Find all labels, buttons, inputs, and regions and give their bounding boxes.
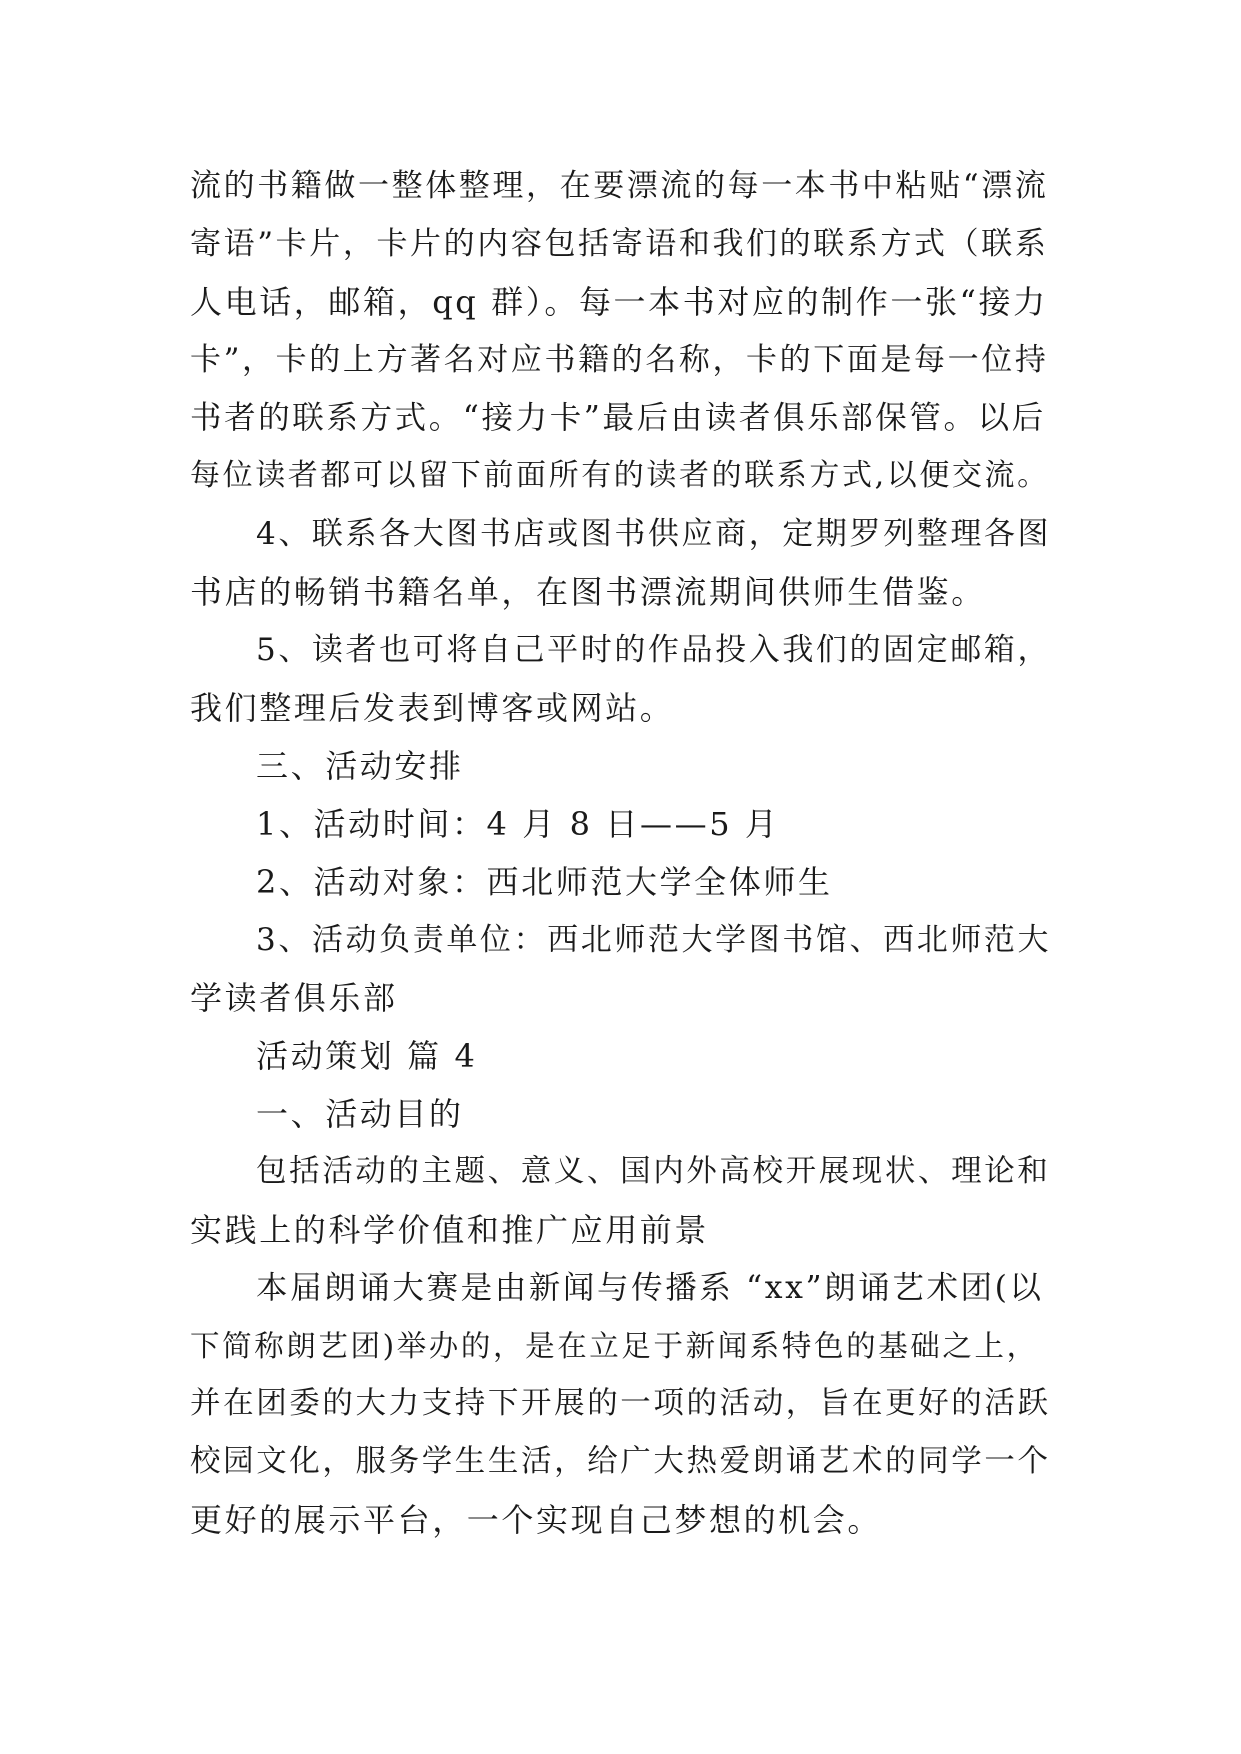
paragraph-line: 1、活动时间：4 月 8 日——5 月 [256,805,780,843]
paragraph-line: 实践上的科学价值和推广应用前景 [190,1211,710,1249]
section-heading: 一、活动目的 [256,1095,464,1133]
paragraph-line: 5、读者也可将自己平时的作品投入我们的固定邮箱， [256,632,1052,668]
paragraph-line: 我们整理后发表到博客或网站。 [190,689,675,727]
paragraph-line: 2、活动对象：西北师范大学全体师生 [256,863,833,901]
paragraph-line: 本届朗诵大赛是由新闻与传播系 “xx”朗诵艺术团(以 [256,1270,1044,1306]
paragraph-line: 并在团委的大力支持下开展的一项的活动，旨在更好的活跃 [190,1386,1051,1421]
section-heading: 活动策划 篇 4 [256,1037,478,1075]
paragraph-line: 卡”，卡的上方著名对应书籍的名称，卡的下面是每一位持 [190,342,1049,378]
section-heading: 三、活动安排 [256,747,464,785]
paragraph-line: 包括活动的主题、意义、国内外高校开展现状、理论和 [256,1154,1051,1189]
paragraph-line: 每位读者都可以留下前面所有的读者的联系方式,以便交流。 [190,458,1050,493]
paragraph-line: 学读者俱乐部 [190,979,398,1017]
paragraph-line: 人电话，邮箱，qq 群）。每一本书对应的制作一张“接力 [190,283,1048,321]
paragraph-line: 3、活动负责单位：西北师范大学图书馆、西北师范大 [256,922,1052,958]
paragraph-line: 更好的展示平台，一个实现自己梦想的机会。 [190,1501,883,1539]
paragraph-line: 流的书籍做一整体整理，在要漂流的每一本书中粘贴“漂流 [190,168,1049,204]
paragraph-line: 书者的联系方式。“接力卡”最后由读者俱乐部保管。以后 [190,400,1046,436]
paragraph-line: 下简称朗艺团)举办的，是在立足于新闻系特色的基础之上， [190,1329,1039,1363]
paragraph-line: 4、联系各大图书店或图书供应商，定期罗列整理各图 [256,516,1052,552]
paragraph-line: 校园文化，服务学生生活，给广大热爱朗诵艺术的同学一个 [190,1444,1051,1479]
paragraph-line: 书店的畅销书籍名单，在图书漂流期间供师生借鉴。 [190,573,986,611]
paragraph-line: 寄语”卡片，卡片的内容包括寄语和我们的联系方式（联系 [190,226,1049,262]
